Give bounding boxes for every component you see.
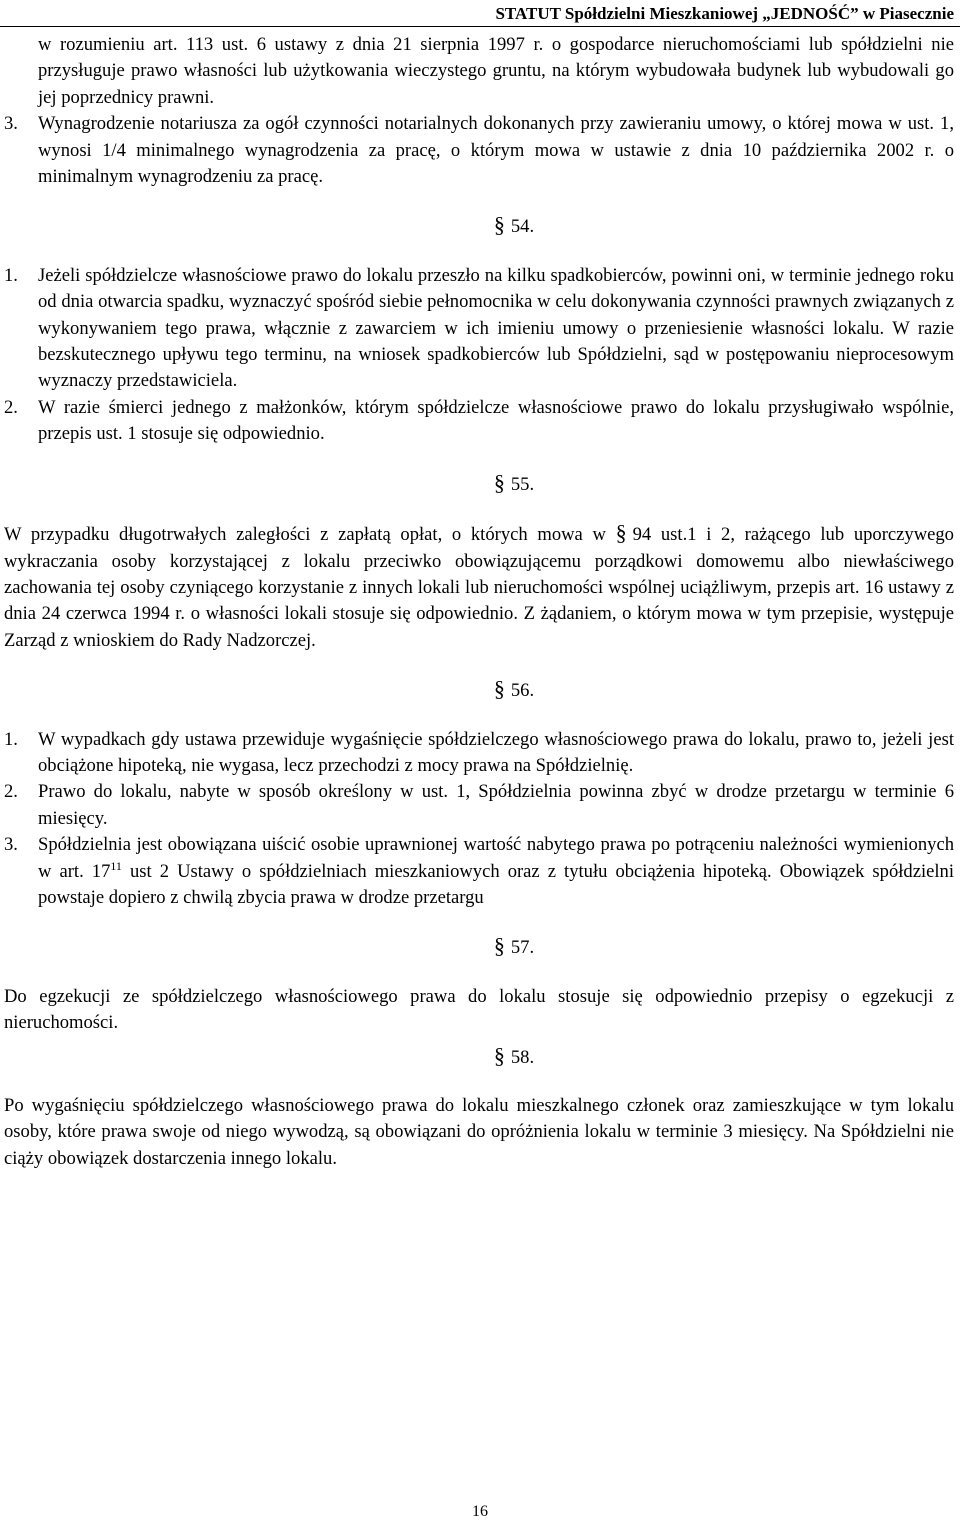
section-58-title: § 58. <box>493 1042 535 1068</box>
section-56-item-3: 3. Spółdzielnia jest obowiązana uiścić osobie uprawnionej wartość nabytego prawa po potrąceniu należności wymienionych w art. $17^{11}$ ust 2 Ustawy o spółdzielniach mieszkaniowych oraz z tytułu obciążenia hipoteką. Obowiązek spółdzielni powstaje dopiero z chwilą zbycia prawa w drodze przetargu <box>4 834 955 908</box>
section-symbol: § <box>615 520 627 546</box>
section-55-text: W przypadku długotrwałych zaległości z zapłatą opłat, o których mowa w § 94 ust.1 i 2, rażącego lub uporczywego wykraczania osoby korzystającej z lokalu przeciwko obowiązującemu porządkowi domowemu albo niewłaściwego zachowania tej osoby czyniącego korzystanie z innych lokali lub nieruchomości wspólnej uciążliwym, przepis art. 16 ustawy z dnia 24 czerwca 1994 r. o własności lokali stosuje się odpowiednio. Z żądaniem, o którym mowa w tym przepisie, występuje Zarząd z wnioskiem do Rady Nadzorczej. <box>4 520 954 651</box>
section-55-title: § 55. <box>493 469 535 495</box>
section-56-item-1: 1. W wypadkach gdy ustawa przewiduje wygaśnięcie spółdzielczego własnościowego prawa do lokalu, prawo to, jeżeli jest obciążone hipoteką, nie wygasa, lecz przechodzi z mocy prawa na Spółdzielnię. <box>4 728 954 776</box>
section-symbol: § <box>493 1042 505 1068</box>
section-symbol: § <box>493 469 505 495</box>
header-rule <box>0 26 960 27</box>
section-symbol: § <box>493 676 505 702</box>
document-body <box>4 32 954 1172</box>
section-symbol: § <box>493 933 505 959</box>
section-symbol: § <box>493 212 505 238</box>
superscript: 11 <box>110 858 122 873</box>
section-57-title: § 57. <box>493 933 535 959</box>
section-57-text: Do egzekucji ze spółdzielczego własnościowego prawa do lokalu stosuje się odpowiednio przepisy o egzekucji z nieruchomości. <box>4 985 954 1034</box>
paragraph-item-3 <box>4 111 954 190</box>
item-text: Wynagrodzenie notariusza za ogół czynności notarialnych dokonanych przy zawieraniu umowy, o której mowa w ust. 1, wynosi 1/4 minimalnego wynagrodzenia za pracę, o którym mowa w ustawie z dnia 10 października 2002 r. o minimalnym wynagrodzeniu za pracę. <box>38 113 954 188</box>
page-number: 16 <box>472 1503 488 1520</box>
section-54-item-1: 1. Jeżeli spółdzielcze własnościowe prawo do lokalu przeszło na kilku spadkobierców, powinni oni, w terminie jednego roku od dnia otwarcia spadku, wyznaczyć spośród siebie pełnomocnika w celu dokonywania czynności prawnych związanych z wykonywaniem tego prawa, włącznie z zawarciem w ich imieniu umowy o przeniesienie własności lokalu. W razie bezskutecznego upływu tego terminu, na wniosek spadkobierców lub Spółdzielni, sąd w postępowaniu nieprocesowym wyznaczy przedstawiciela. <box>4 264 954 392</box>
running-header: STATUT Spółdzielni Mieszkaniowej „JEDNOŚĆ” w Piasecznie <box>495 4 954 23</box>
section-54-item-2: 2. W razie śmierci jednego z małżonków, którym spółdzielcze własnościowe prawo do lokalu przysługiwało wspólnie, przepis ust. 1 stosuje się odpowiednio. <box>4 396 954 445</box>
section-56-title: § 56. <box>493 676 535 702</box>
section-58-text: Po wygaśnięciu spółdzielczego własnościowego prawa do lokalu mieszkalnego członek oraz zamieszkujące w tym lokalu osoby, które prawa swoje od niego wywodzą, są obowiązani do opróżnienia lokalu w terminie 3 miesięcy. Na Spółdzielni nie ciąży obowiązek dostarczenia innego lokalu. <box>4 1095 954 1169</box>
intro-continuation: w rozumieniu art. 113 ust. 6 ustawy z dnia 21 sierpnia 1997 r. o gospodarce nieruchomościami lub spółdzielni nie przysługuje prawo własności lub użytkowania wieczystego gruntu, na którym wybudowała budynek lub wybudowali go jej poprzednicy prawni. <box>38 34 954 108</box>
item-number: 3. <box>4 113 18 135</box>
section-54-title: § 54. <box>493 212 535 238</box>
section-56-item-2: 2. Prawo do lokalu, nabyte w sposób określony w ust. 1, Spółdzielnia powinna zbyć w drodze przetargu w terminie 6 miesięcy. <box>4 781 954 829</box>
